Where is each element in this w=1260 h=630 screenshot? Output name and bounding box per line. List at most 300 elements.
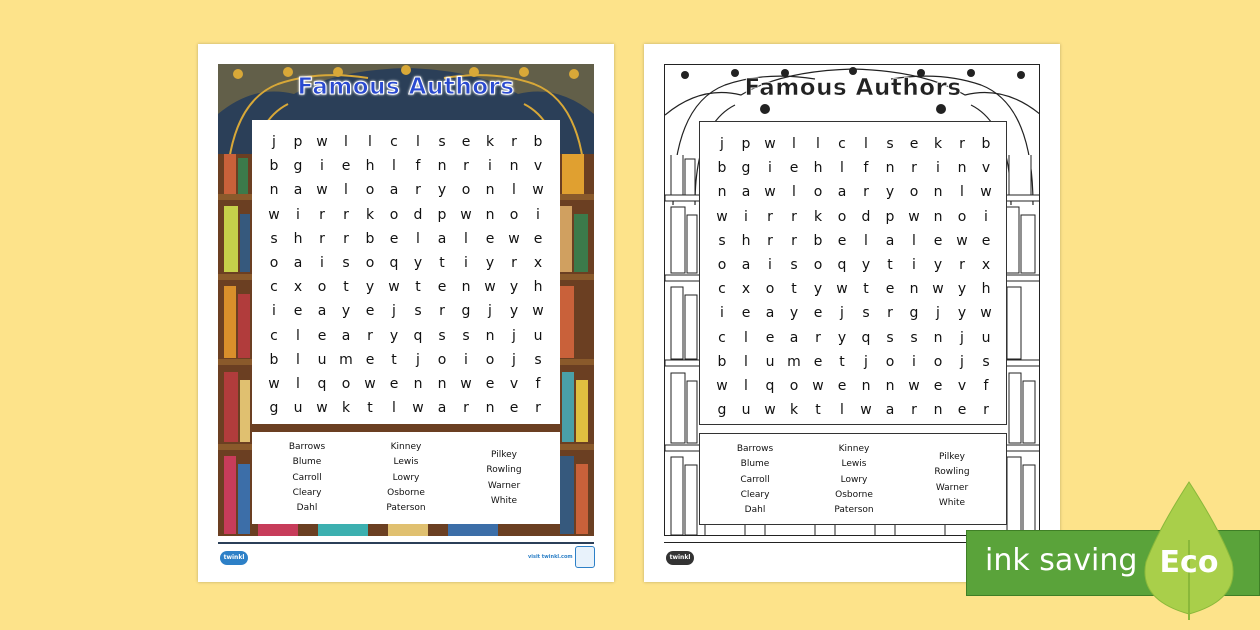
grid-letter: i — [984, 208, 988, 225]
grid-letter: e — [957, 402, 967, 419]
grid-letter: n — [885, 160, 895, 177]
grid-letter: n — [269, 182, 279, 199]
grid-letter: r — [959, 136, 965, 152]
grid-letter: q — [861, 329, 871, 346]
grid-letter: n — [957, 160, 967, 177]
letter-grid — [262, 130, 550, 420]
grid-letter: n — [437, 375, 447, 392]
grid-letter: i — [912, 256, 916, 273]
grid-letter: i — [936, 160, 940, 177]
grid-letter: a — [765, 305, 775, 322]
grid-letter: o — [813, 184, 823, 201]
grid-letter: b — [981, 136, 991, 152]
grid-letter: l — [744, 377, 748, 394]
grid-letter: y — [957, 281, 967, 298]
word-list-item: Lewis — [841, 459, 867, 470]
grid-letter: e — [293, 303, 303, 320]
grid-letter: t — [367, 400, 373, 417]
grid-letter: e — [813, 353, 823, 370]
grid-letter: w — [460, 375, 472, 392]
grid-letter: r — [463, 158, 469, 175]
grid-letter: h — [293, 230, 303, 247]
grid-letter: r — [535, 400, 541, 417]
grid-letter: a — [341, 327, 351, 344]
word-list-item: White — [938, 497, 966, 508]
grid-letter: f — [415, 158, 421, 175]
grid-letter: i — [272, 303, 276, 320]
grid-letter: w — [316, 134, 328, 150]
grid-letter: u — [981, 329, 991, 346]
grid-letter: w — [532, 182, 544, 199]
grid-letter: i — [464, 351, 468, 368]
grid-letter: o — [765, 281, 775, 298]
grid-letter: s — [342, 254, 350, 271]
grid-letter: p — [885, 208, 895, 225]
grid-letter: r — [863, 184, 869, 201]
grid-letter: w — [460, 206, 472, 223]
grid-letter: n — [861, 377, 871, 394]
grid-letter: w — [860, 402, 872, 419]
grid-letter: y — [365, 279, 375, 296]
grid-letter: e — [909, 136, 919, 152]
grid-letter: w — [980, 305, 992, 322]
grid-letter: n — [509, 158, 519, 175]
word-search-grid — [699, 121, 1007, 425]
grid-letter: l — [296, 375, 300, 392]
grid-letter: j — [512, 351, 516, 368]
grid-letter: s — [414, 303, 422, 320]
grid-letter: a — [741, 184, 751, 201]
grid-letter: g — [741, 160, 751, 177]
word-search-grid — [252, 120, 560, 424]
grid-letter: i — [768, 160, 772, 177]
grid-letter: e — [389, 230, 399, 247]
grid-letter: v — [509, 375, 519, 392]
word-list-item: Carroll — [740, 474, 770, 485]
grid-letter: h — [981, 281, 991, 298]
grid-letter: s — [790, 256, 798, 273]
grid-letter: d — [413, 206, 423, 223]
grid-letter: n — [909, 281, 919, 298]
grid-letter: l — [296, 351, 300, 368]
grid-letter: g — [269, 400, 279, 417]
word-list-item: Dahl — [744, 505, 766, 516]
grid-letter: s — [438, 327, 446, 344]
eco-label: Eco — [1159, 545, 1219, 580]
grid-letter: i — [744, 208, 748, 225]
grid-letter: e — [461, 134, 471, 150]
grid-letter: r — [767, 208, 773, 225]
grid-letter: y — [933, 256, 943, 273]
grid-letter: p — [293, 134, 303, 150]
grid-letter: y — [509, 303, 519, 320]
grid-letter: y — [957, 305, 967, 322]
worksheet-title: Famous Authors — [744, 75, 962, 101]
grid-letter: o — [885, 353, 895, 370]
word-list-item: Cleary — [292, 487, 322, 498]
grid-letter: a — [789, 329, 799, 346]
grid-letter: h — [813, 160, 823, 177]
grid-letter: a — [885, 232, 895, 249]
grid-letter: s — [886, 136, 894, 152]
grid-letter: u — [293, 400, 303, 417]
grid-letter: n — [461, 279, 471, 296]
grid-letter: r — [959, 256, 965, 273]
grid-letter: m — [787, 353, 801, 370]
grid-letter: i — [296, 206, 300, 223]
grid-letter: t — [415, 279, 421, 296]
grid-letter: s — [718, 232, 726, 249]
footer-divider — [218, 542, 594, 544]
grid-letter: r — [767, 232, 773, 249]
grid-letter: q — [413, 327, 423, 344]
grid-letter: b — [365, 230, 375, 247]
worksheet-title: Famous Authors — [297, 74, 515, 100]
grid-letter: j — [488, 303, 492, 320]
grid-letter: t — [887, 256, 893, 273]
word-column — [469, 448, 539, 509]
grid-letter: r — [319, 206, 325, 223]
word-list-item: Blume — [292, 457, 322, 468]
grid-letter: e — [765, 329, 775, 346]
grid-letter: b — [269, 158, 279, 175]
grid-letter: q — [389, 254, 399, 271]
grid-letter: o — [485, 351, 495, 368]
grid-letter: y — [413, 254, 423, 271]
ink-saving-label: ink saving — [985, 543, 1138, 578]
grid-letter: u — [765, 353, 775, 370]
grid-letter: x — [981, 256, 991, 273]
grid-letter: i — [320, 254, 324, 271]
grid-letter: r — [511, 254, 517, 271]
grid-letter: a — [293, 182, 303, 199]
grid-letter: k — [789, 402, 799, 419]
grid-letter: a — [437, 400, 447, 417]
grid-letter: c — [390, 134, 398, 150]
grid-letter: n — [885, 377, 895, 394]
grid-letter: o — [461, 182, 471, 199]
grid-letter: y — [341, 303, 351, 320]
grid-letter: n — [485, 400, 495, 417]
visit-link-text: visit twinkl.com — [528, 554, 573, 560]
grid-letter: t — [815, 402, 821, 419]
grid-letter: l — [744, 329, 748, 346]
grid-letter: e — [341, 158, 351, 175]
grid-letter: i — [768, 256, 772, 273]
grid-letter: u — [317, 351, 327, 368]
word-list-item: Pilkey — [939, 452, 965, 462]
grid-letter: h — [365, 158, 375, 175]
grid-letter: o — [717, 256, 727, 273]
grid-letter: w — [932, 281, 944, 298]
grid-letter: w — [316, 182, 328, 199]
grid-letter: b — [717, 353, 727, 370]
grid-letter: o — [341, 375, 351, 392]
grid-letter: s — [910, 329, 918, 346]
grid-letter: r — [343, 206, 349, 223]
grid-letter: e — [485, 375, 495, 392]
word-list-item: Osborne — [835, 489, 873, 500]
grid-letter: r — [319, 230, 325, 247]
grid-letter: r — [343, 230, 349, 247]
quality-badge-icon — [575, 546, 595, 568]
grid-letter: l — [512, 182, 516, 199]
word-list-item: Lowry — [840, 474, 868, 485]
grid-letter: c — [718, 281, 726, 298]
grid-letter: b — [813, 232, 823, 249]
word-column — [371, 440, 441, 516]
grid-letter: l — [744, 353, 748, 370]
grid-letter: w — [956, 232, 968, 249]
word-list-item: Kinney — [390, 442, 422, 452]
grid-letter: i — [320, 158, 324, 175]
grid-letter: i — [912, 353, 916, 370]
grid-letter: y — [789, 305, 799, 322]
grid-letter: n — [437, 158, 447, 175]
grid-letter: l — [840, 402, 844, 419]
grid-letter: w — [484, 279, 496, 296]
grid-letter: j — [936, 305, 940, 322]
grid-letter: t — [439, 254, 445, 271]
grid-letter: a — [293, 254, 303, 271]
grid-letter: c — [838, 136, 846, 152]
grid-letter: w — [764, 184, 776, 201]
grid-letter: n — [485, 327, 495, 344]
word-column — [272, 440, 342, 516]
grid-letter: i — [536, 206, 540, 223]
grid-letter: a — [317, 303, 327, 320]
grid-letter: y — [885, 184, 895, 201]
grid-letter: l — [792, 136, 796, 152]
word-list-item: Cleary — [740, 489, 770, 500]
grid-letter: b — [717, 160, 727, 177]
grid-letter: r — [439, 303, 445, 320]
word-list-item: Rowling — [934, 467, 970, 478]
grid-letter: w — [836, 281, 848, 298]
grid-letter: l — [464, 230, 468, 247]
grid-letter: s — [462, 327, 470, 344]
grid-letter: w — [908, 208, 920, 225]
word-list-item: Pilkey — [491, 450, 517, 460]
word-list-item: Kinney — [838, 444, 870, 454]
grid-letter: i — [488, 158, 492, 175]
grid-letter: r — [887, 305, 893, 322]
grid-letter: h — [741, 232, 751, 249]
grid-letter: w — [268, 375, 280, 392]
grid-letter: j — [512, 327, 516, 344]
grid-letter: w — [268, 206, 280, 223]
grid-letter: l — [792, 184, 796, 201]
grid-letter: l — [864, 136, 868, 152]
word-list-item: Paterson — [834, 505, 874, 516]
grid-letter: o — [957, 208, 967, 225]
word-list-item: Rowling — [486, 465, 522, 476]
grid-letter: e — [885, 281, 895, 298]
grid-letter: e — [933, 232, 943, 249]
grid-letter: w — [412, 400, 424, 417]
grid-letter: o — [789, 377, 799, 394]
word-list-item: Barrows — [288, 442, 326, 452]
eco-leaf-icon — [1138, 480, 1240, 620]
grid-letter: e — [317, 327, 327, 344]
grid-letter: e — [837, 232, 847, 249]
grid-letter: e — [437, 279, 447, 296]
grid-letter: l — [392, 400, 396, 417]
grid-letter: x — [293, 279, 303, 296]
grid-letter: n — [933, 402, 943, 419]
grid-letter: c — [270, 279, 278, 296]
word-list-item: Barrows — [736, 444, 774, 454]
grid-letter: b — [533, 134, 543, 150]
grid-letter: f — [863, 160, 869, 177]
grid-letter: p — [741, 136, 751, 152]
grid-letter: p — [437, 206, 447, 223]
grid-letter: j — [960, 353, 964, 370]
grid-letter: h — [533, 279, 543, 296]
word-column — [819, 442, 889, 518]
grid-letter: a — [885, 402, 895, 419]
grid-letter: w — [764, 402, 776, 419]
grid-letter: k — [933, 136, 943, 152]
grid-letter: t — [391, 351, 397, 368]
word-list-item: Warner — [487, 480, 521, 491]
grid-letter: c — [718, 329, 726, 346]
decorative-frame — [664, 64, 1040, 536]
grid-letter: s — [982, 353, 990, 370]
grid-letter: o — [269, 254, 279, 271]
twinkl-logo: twinkl — [666, 551, 694, 565]
word-list — [252, 432, 560, 524]
grid-letter: w — [364, 375, 376, 392]
grid-letter: j — [416, 351, 420, 368]
grid-letter: l — [840, 160, 844, 177]
grid-letter: n — [485, 206, 495, 223]
word-list — [699, 433, 1007, 525]
grid-letter: c — [270, 327, 278, 344]
grid-letter: g — [717, 402, 727, 419]
grid-letter: o — [813, 256, 823, 273]
grid-letter: o — [509, 206, 519, 223]
grid-letter: l — [368, 134, 372, 150]
grid-letter: q — [317, 375, 327, 392]
grid-letter: g — [461, 303, 471, 320]
grid-letter: o — [317, 279, 327, 296]
grid-letter: u — [741, 402, 751, 419]
grid-letter: w — [716, 208, 728, 225]
grid-letter: q — [765, 377, 775, 394]
word-list-item: Carroll — [292, 472, 322, 483]
grid-letter: o — [365, 182, 375, 199]
word-column — [917, 450, 987, 511]
grid-letter: y — [509, 279, 519, 296]
grid-letter: g — [293, 158, 303, 175]
grid-letter: w — [908, 377, 920, 394]
grid-letter: y — [389, 327, 399, 344]
word-list-item: Lowry — [392, 472, 420, 483]
grid-letter: a — [437, 230, 447, 247]
grid-letter: t — [839, 353, 845, 370]
grid-letter: o — [933, 353, 943, 370]
grid-letter: k — [365, 206, 375, 223]
grid-letter: o — [437, 351, 447, 368]
grid-letter: o — [837, 208, 847, 225]
grid-letter: o — [909, 184, 919, 201]
grid-letter: e — [741, 305, 751, 322]
grid-letter: e — [485, 230, 495, 247]
grid-letter: q — [837, 256, 847, 273]
grid-letter: l — [344, 182, 348, 199]
grid-letter: e — [813, 305, 823, 322]
grid-letter: j — [864, 353, 868, 370]
grid-letter: w — [388, 279, 400, 296]
grid-letter: l — [392, 158, 396, 175]
word-column — [720, 442, 790, 518]
grid-letter: y — [837, 329, 847, 346]
grid-letter: r — [511, 134, 517, 150]
grid-letter: a — [389, 182, 399, 199]
grid-letter: l — [416, 230, 420, 247]
grid-letter: v — [533, 158, 543, 175]
word-list-item: Dahl — [296, 503, 318, 514]
grid-letter: e — [789, 160, 799, 177]
grid-letter: w — [508, 230, 520, 247]
word-list-item: Paterson — [386, 503, 426, 514]
grid-letter: e — [933, 377, 943, 394]
grid-letter: j — [272, 134, 276, 150]
grid-letter: f — [983, 377, 989, 394]
grid-letter: e — [509, 400, 519, 417]
grid-letter: n — [717, 184, 727, 201]
grid-letter: n — [413, 375, 423, 392]
grid-letter: y — [813, 281, 823, 298]
grid-letter: v — [981, 160, 991, 177]
grid-letter: l — [960, 184, 964, 201]
grid-letter: b — [269, 351, 279, 368]
grid-letter: g — [909, 305, 919, 322]
grid-letter: i — [720, 305, 724, 322]
grid-letter: w — [532, 303, 544, 320]
grid-letter: d — [861, 208, 871, 225]
letter-grid — [710, 132, 998, 422]
grid-letter: r — [463, 400, 469, 417]
grid-letter: m — [339, 351, 353, 368]
word-list-item: Warner — [935, 482, 969, 493]
worksheet-preview-color — [198, 44, 614, 582]
grid-letter: s — [886, 329, 894, 346]
grid-letter: w — [980, 184, 992, 201]
grid-letter: y — [485, 254, 495, 271]
grid-letter: l — [296, 327, 300, 344]
grid-letter: e — [533, 230, 543, 247]
grid-letter: s — [270, 230, 278, 247]
grid-letter: r — [415, 182, 421, 199]
grid-letter: n — [485, 182, 495, 199]
twinkl-logo: twinkl — [220, 551, 248, 565]
grid-letter: k — [341, 400, 351, 417]
grid-letter: l — [816, 136, 820, 152]
grid-letter: r — [815, 329, 821, 346]
grid-letter: s — [862, 305, 870, 322]
grid-letter: a — [741, 256, 751, 273]
word-list-item: White — [490, 495, 518, 506]
grid-letter: k — [485, 134, 495, 150]
grid-letter: y — [861, 256, 871, 273]
grid-letter: a — [837, 184, 847, 201]
grid-letter: n — [933, 184, 943, 201]
grid-letter: t — [863, 281, 869, 298]
grid-letter: u — [533, 327, 543, 344]
grid-letter: f — [535, 375, 541, 392]
